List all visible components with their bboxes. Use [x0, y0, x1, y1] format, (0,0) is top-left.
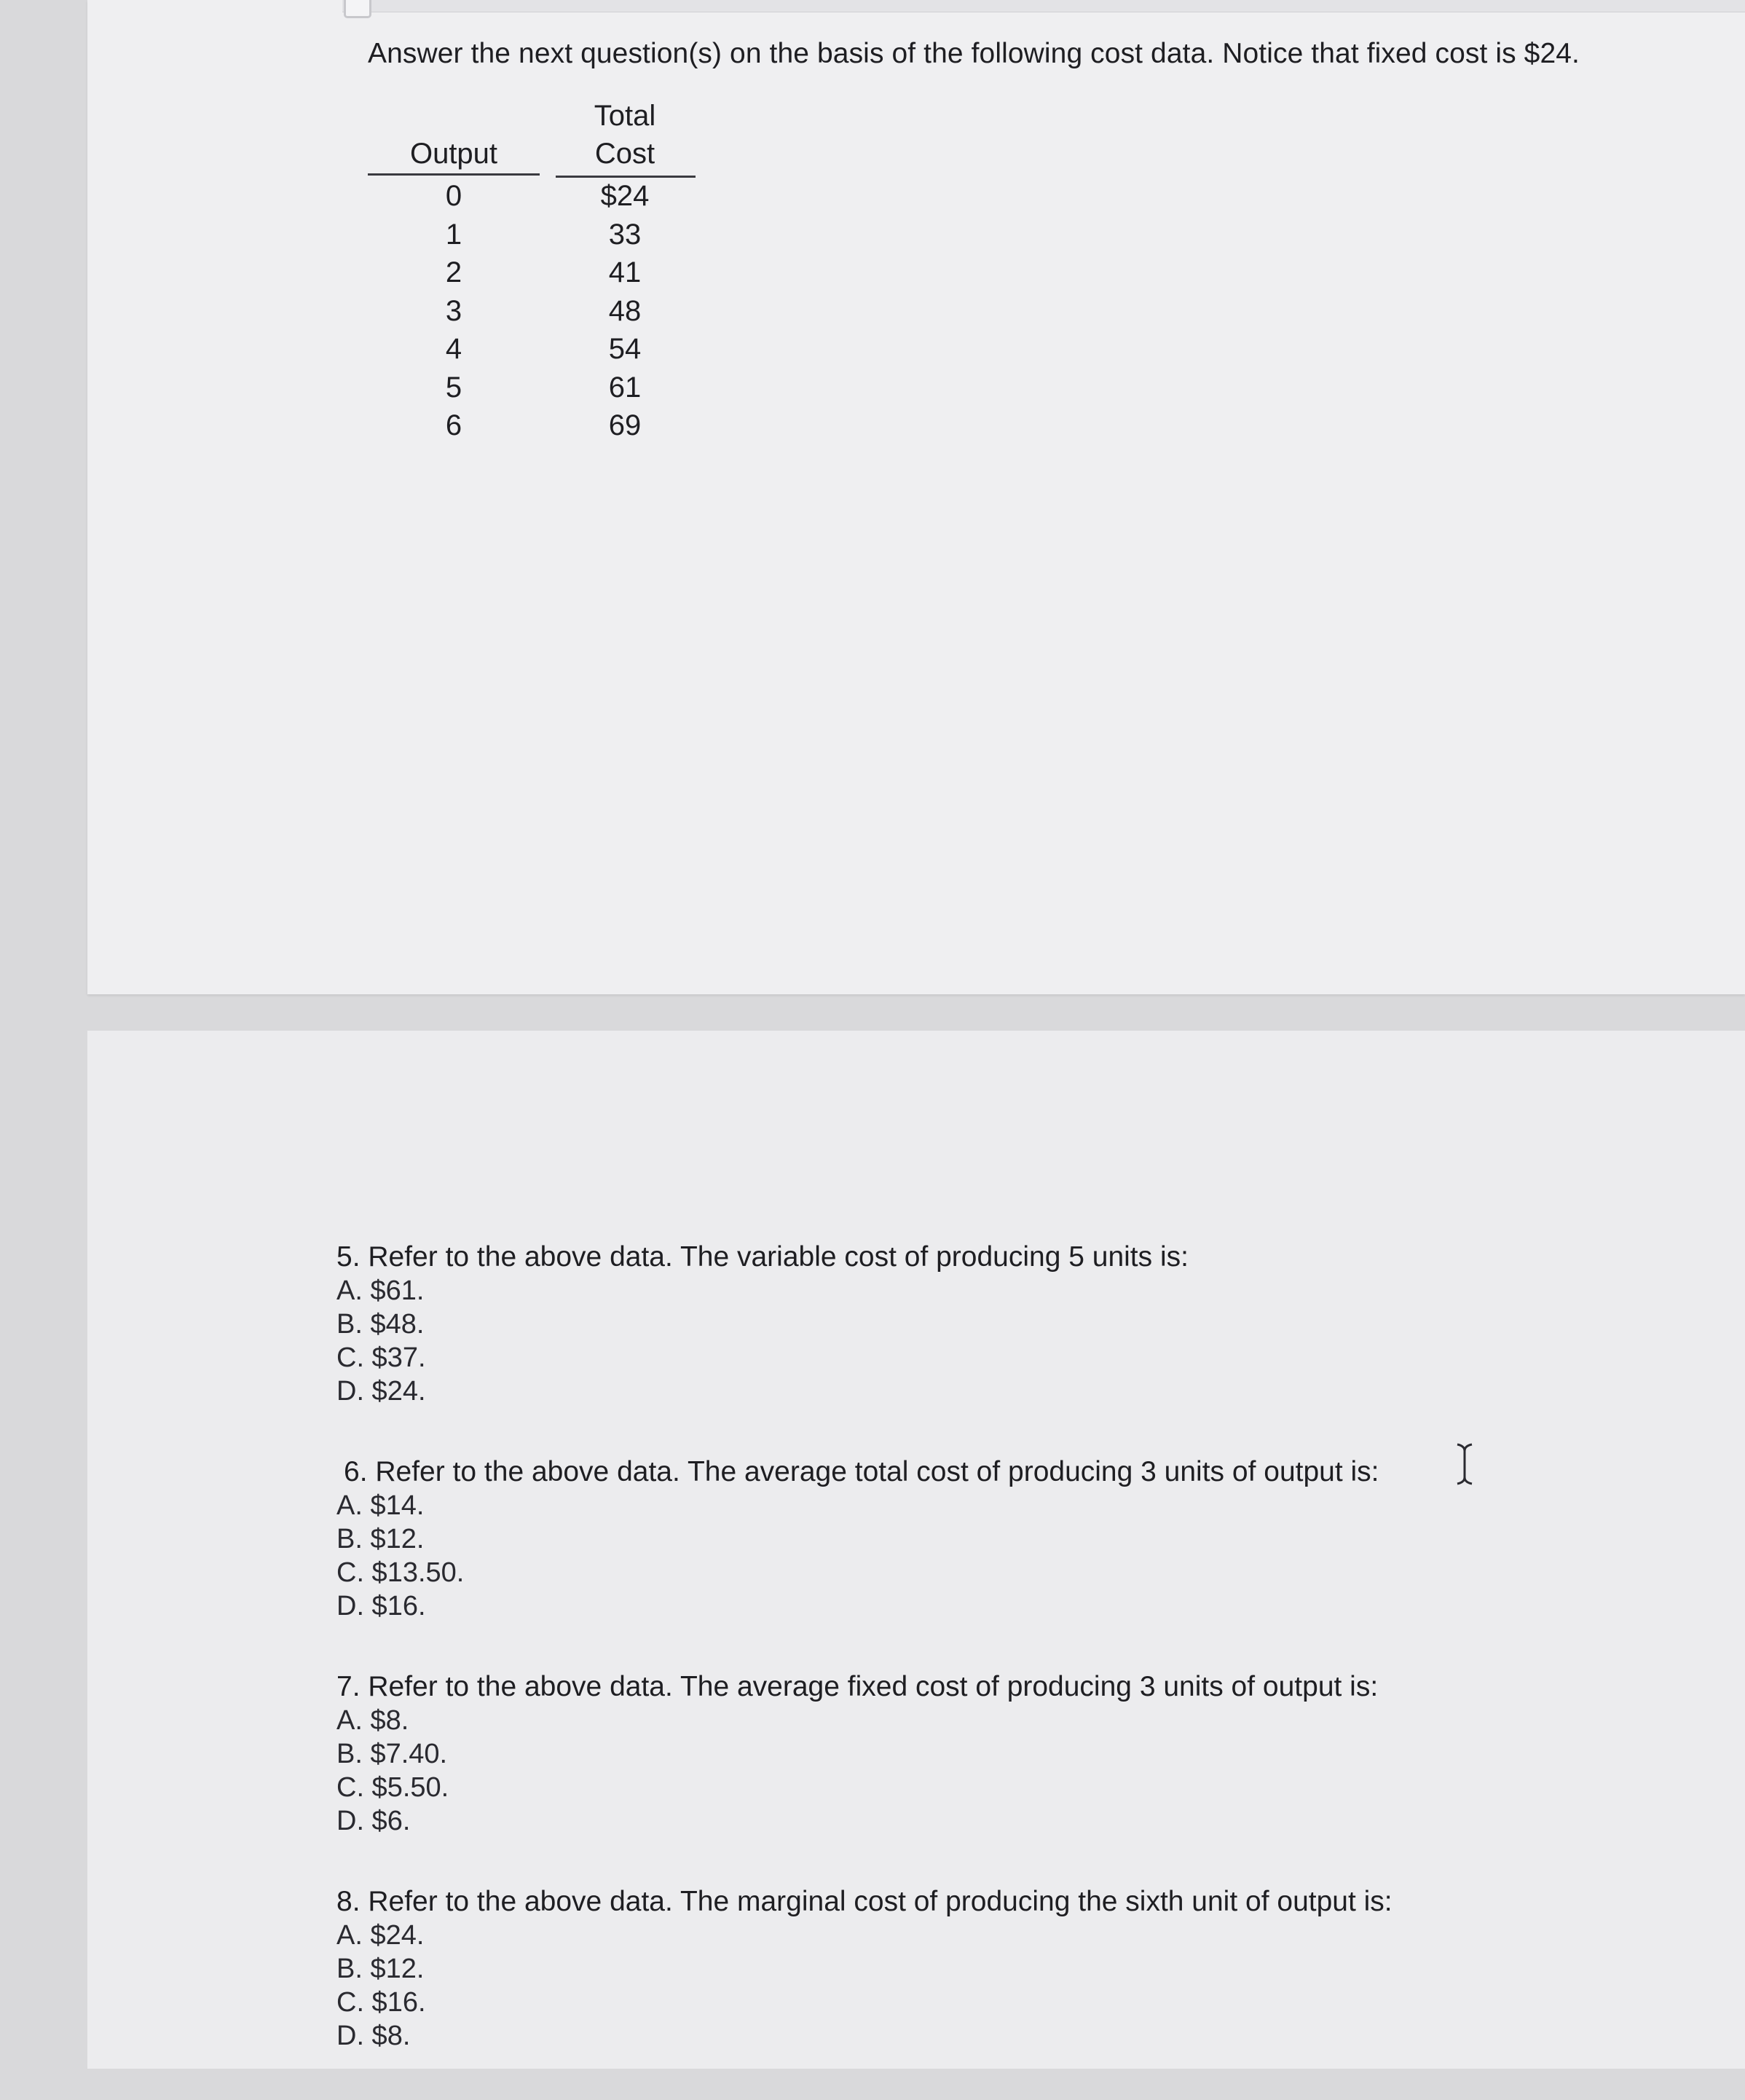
top-checkbox[interactable]: [344, 0, 371, 18]
cost-data-table: [368, 97, 696, 447]
question-stem: 5. Refer to the above data. The variable cost of producing 5 units is:: [336, 1241, 1189, 1273]
table-row: [368, 406, 696, 445]
answer-option-c[interactable]: C. $37.: [336, 1342, 426, 1373]
question-8: [336, 1885, 1647, 2053]
answer-option-a[interactable]: A. $14.: [336, 1490, 425, 1521]
question-stem: 8. Refer to the above data. The marginal cost of producing the sixth unit of output is:: [336, 1886, 1393, 1917]
answer-option-c[interactable]: C. $13.50.: [336, 1557, 465, 1588]
table-row: [368, 177, 696, 216]
output-cell: 3: [445, 294, 462, 327]
answer-option-c[interactable]: C. $5.50.: [336, 1772, 449, 1803]
text-cursor-icon: [1455, 1442, 1474, 1486]
total-cost-cell: 41: [608, 256, 642, 288]
header-total-line1: Total: [594, 100, 656, 132]
total-cost-cell: 69: [608, 409, 642, 441]
answer-option-d[interactable]: D. $6.: [336, 1806, 411, 1836]
output-cell: 5: [445, 371, 462, 404]
total-cost-cell: 48: [608, 294, 642, 327]
header-rule-output: [368, 173, 540, 176]
total-cost-cell: $24: [600, 180, 650, 212]
total-cost-cell: 61: [608, 371, 642, 404]
question-stem: 6. Refer to the above data. The average total cost of producing 3 units of output is:: [344, 1456, 1379, 1487]
table-row: [368, 330, 696, 369]
header-output: Output: [409, 138, 498, 170]
table-row: [368, 216, 696, 254]
intro-text: Answer the next question(s) on the basis of the following cost data. Notice that fixed cost is $24.: [368, 38, 1580, 69]
table-row: [368, 369, 696, 407]
answer-option-d[interactable]: D. $24.: [336, 1376, 426, 1407]
question-context-panel: [87, 0, 1745, 994]
output-cell: 6: [445, 409, 462, 441]
total-cost-cell: 33: [608, 218, 642, 251]
answer-option-b[interactable]: B. $48.: [336, 1309, 425, 1340]
answer-option-b[interactable]: B. $12.: [336, 1524, 425, 1554]
answer-option-b[interactable]: B. $7.40.: [336, 1739, 448, 1769]
output-cell: 1: [445, 218, 462, 251]
answer-option-d[interactable]: D. $16.: [336, 1591, 426, 1621]
question-list: [336, 1240, 1647, 2100]
output-cell: 2: [445, 256, 462, 288]
answer-option-a[interactable]: A. $24.: [336, 1920, 425, 1951]
question-7: [336, 1670, 1647, 1838]
question-6: [336, 1455, 1647, 1623]
answer-option-a[interactable]: A. $61.: [336, 1275, 425, 1306]
table-row: [368, 253, 696, 292]
header-total-line2: Cost: [594, 138, 655, 170]
table-row: [368, 292, 696, 331]
question-stem: 7. Refer to the above data. The average fixed cost of producing 3 units of output is:: [336, 1671, 1379, 1702]
answer-option-a[interactable]: A. $8.: [336, 1705, 409, 1736]
answer-option-d[interactable]: D. $8.: [336, 2021, 411, 2051]
answer-option-b[interactable]: B. $12.: [336, 1954, 425, 1984]
answer-option-c[interactable]: C. $16.: [336, 1987, 426, 2018]
question-5: [336, 1240, 1647, 1408]
output-cell: 4: [445, 333, 462, 365]
output-cell: 0: [445, 180, 462, 212]
top-toolbar-strip: [342, 0, 1745, 12]
table-body: [368, 177, 696, 445]
total-cost-cell: 54: [608, 333, 642, 365]
